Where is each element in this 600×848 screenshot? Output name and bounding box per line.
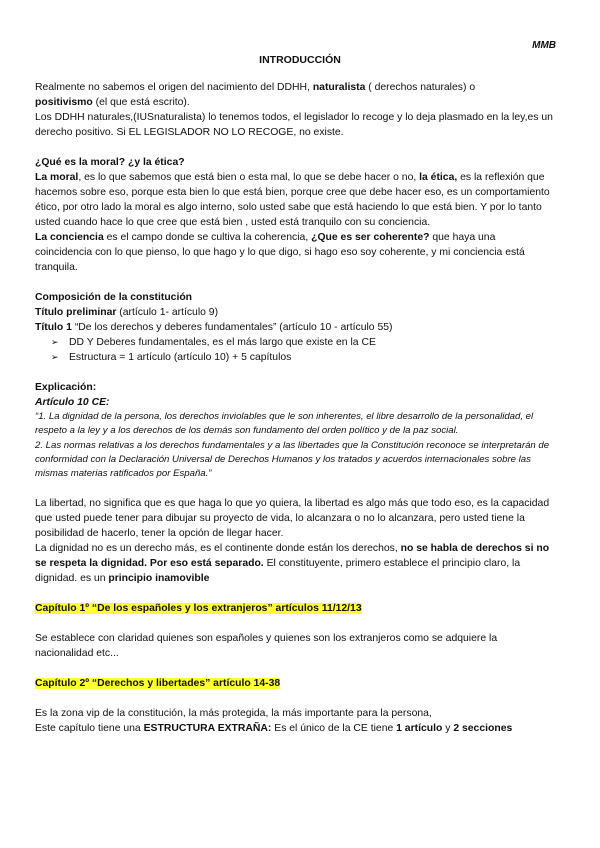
libertad-paragraph: La libertad, no significa que es que haga lo que yo quiera, la libertad es algo más que todo eso, es la capacidad que usted puede tener para dibujar su proyecto de vida, lo alcanzara o no lo alcanzara, pero usted tiene la posibilidad de hacerlo, tener la opción de llegar hacer. xyxy=(35,498,550,540)
moral-heading: ¿Qué es la moral? ¿y la ética? xyxy=(35,157,185,168)
explicacion-heading: Explicación: xyxy=(35,382,97,393)
conciencia-paragraph: La conciencia es el campo donde se cultiva la coherencia, ¿Que es ser coherente? que haya una coincidencia con lo que pienso, lo que hago y lo que digo, si hago eso soy coherente, y mi conciencia está tranquila. xyxy=(35,232,525,273)
capitulo-1-heading: Capítulo 1º “De los españoles y los extranjeros” artículos 11/12/13 xyxy=(35,603,362,615)
titulo-1: Título 1 “De los derechos y deberes fundamentales” (artículo 10 - artículo 55) xyxy=(35,322,393,333)
articulo-10-heading: Artículo 10 CE: xyxy=(35,397,110,408)
page-title: INTRODUCCIÓN xyxy=(259,54,341,66)
capitulo-2-text-2: Este capítulo tiene una ESTRUCTURA EXTRAÑA: Es el único de la CE tiene 1 artículo y 2 secciones xyxy=(35,723,513,735)
list-item: ➢ DD Y Deberes fundamentales, es el más largo que existe en la CE xyxy=(51,337,376,348)
titulo-preliminar: Título preliminar (artículo 1- artículo 9) xyxy=(35,307,219,318)
intro-paragraph-1: Realmente no sabemos el origen del nacimiento del DDHH, naturalista ( derechos naturales) o positivismo (el que está escrito). xyxy=(35,82,476,108)
article-quote-1: “1. La dignidad de la persona, los derechos inviolables que le son inherentes, el libre desarrollo de la personalidad, el respeto a la ley y a los derechos de los demás son fundamento del orden político y de la paz social. xyxy=(35,411,534,437)
capitulo-1-text: Se establece con claridad quienes son españoles y quienes son los extranjeros como se adquiere la nacionalidad etc... xyxy=(35,633,498,660)
composicion-heading: Composición de la constitución xyxy=(35,292,193,303)
moral-paragraph: La moral, es lo que sabemos que está bien o esta mal, lo que se debe hacer o no, la ética, es la reflexión que hacemos sobre eso, porque esta bien lo que está bien, porque cree que debe hacer eso, es un comportamiento ético, por otro lado la moral es algo interno, solo usted sabe que está haciendo lo que está bien. Y por lo tanto usted cuando hace lo que cree que está bien , usted está tranquilo con su conciencia. xyxy=(35,172,550,228)
intro-paragraph-2: Los DDHH naturales,(IUSnaturalista) lo tenemos todos, el legislador lo recoge y lo deja plasmado en la ley,es un derecho positivo. Si EL LEGISLADOR NO LO RECOGE, no existe. xyxy=(35,112,553,138)
arrow-bullet-icon: ➢ xyxy=(51,337,59,347)
document-body xyxy=(35,80,553,736)
arrow-bullet-icon: ➢ xyxy=(51,352,59,362)
capitulo-2-text-1: Es la zona vip de la constitución, la más protegida, la más importante para la persona, xyxy=(35,708,432,720)
article-quote-2: 2. Las normas relativas a los derechos fundamentales y a las libertades que la Constitución reconoce se interpretarán de conformidad con la Declaración Universal de Derechos Humanos y los tratados y acuerdos internacionales sobre las mismas materias ratificados por España.” xyxy=(35,439,550,480)
list-item: ➢ Estructura = 1 artículo (artículo 10) + 5 capítulos xyxy=(51,352,292,363)
dignidad-paragraph: La dignidad no es un derecho más, es el continente donde están los derechos, no se habla de derechos si no se respeta la dignidad. Por eso está separado. El constituyente, primero establece el principio claro, la dignidad. es un principio inamovible xyxy=(35,543,550,585)
capitulo-2-heading: Capítulo 2º “Derechos y libertades” artículo 14-38 xyxy=(35,678,281,690)
author-initials: MMB xyxy=(532,40,556,51)
